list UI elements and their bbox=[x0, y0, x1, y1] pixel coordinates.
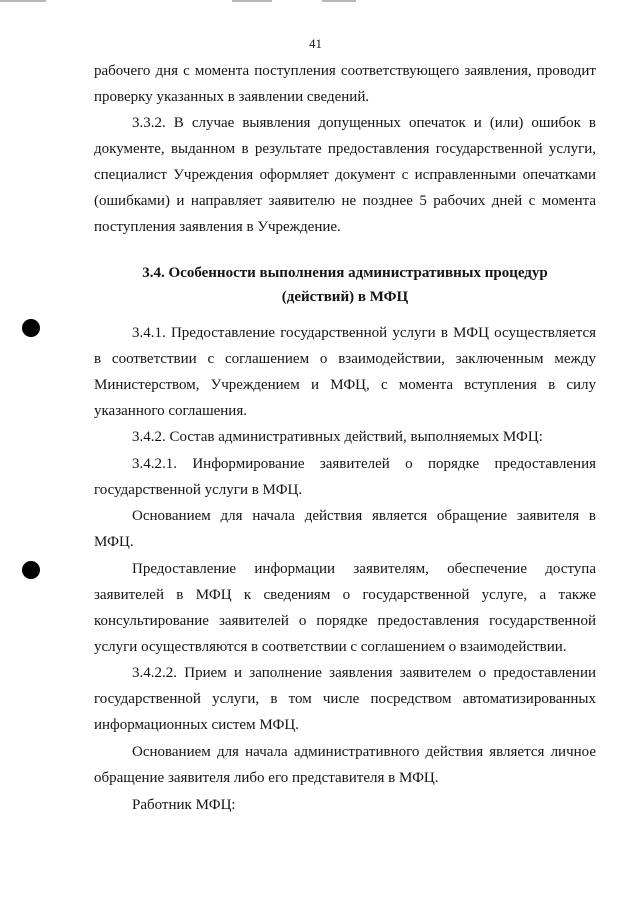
text-line: услуги осуществляются в соответствии с соглашением о взаимодействии. bbox=[94, 639, 567, 655]
text-line: проверку указанных в заявлении сведений. bbox=[94, 89, 370, 105]
text-line: поступления заявления в Учреждение. bbox=[94, 219, 341, 235]
text-line: государственной услуги в МФЦ. bbox=[94, 482, 303, 498]
punch-hole-mark bbox=[22, 319, 40, 337]
text-line: 3.4.2.1. Информирование заявителей о порядке предоставления bbox=[132, 456, 596, 472]
scan-edge-mark bbox=[322, 0, 356, 2]
text-line: Основанием для начала административного действия является личное bbox=[132, 744, 596, 760]
text-line: 3.4.1. Предоставление государственной услуги в МФЦ осуществляется bbox=[132, 325, 596, 341]
text-line: (ошибками) и направляет заявителю не позднее 5 рабочих дней с момента bbox=[94, 193, 596, 209]
text-line: Работник МФЦ: bbox=[132, 797, 236, 813]
text-line: МФЦ. bbox=[94, 534, 134, 550]
text-line: в соответствии с соглашением о взаимодействии, заключенным между bbox=[94, 351, 596, 367]
text-line: 3.3.2. В случае выявления допущенных опечаток и (или) ошибок в bbox=[132, 115, 596, 131]
text-line: документе, выданном в результате предоставления государственной услуги, bbox=[94, 141, 596, 157]
punch-hole-mark bbox=[22, 561, 40, 579]
text-line: рабочего дня с момента поступления соответствующего заявления, проводит bbox=[94, 63, 596, 79]
text-line: информационных систем МФЦ. bbox=[94, 717, 299, 733]
scan-edge-mark bbox=[232, 0, 272, 2]
text-line: Предоставление информации заявителям, обеспечение доступа bbox=[132, 561, 596, 577]
text-line: консультирование заявителей о порядке предоставления государственной bbox=[94, 613, 596, 629]
text-line: 3.4.2.2. Прием и заполнение заявления заявителем о предоставлении bbox=[132, 665, 596, 681]
text-line: Министерством, Учреждением и МФЦ, с момента вступления в силу bbox=[94, 377, 596, 393]
text-line: 3.4.2. Состав административных действий, выполняемых МФЦ: bbox=[132, 429, 543, 445]
text-line: специалист Учреждения оформляет документ с исправленными опечатками bbox=[94, 167, 596, 183]
text-line: заявителей в МФЦ к сведениям о государственной услуге, а также bbox=[94, 587, 596, 603]
text-line: указанного соглашения. bbox=[94, 403, 247, 419]
page-number: 41 bbox=[309, 36, 322, 51]
text-line: государственной услуги, в том числе посредством автоматизированных bbox=[94, 691, 596, 707]
text-line: Основанием для начала действия является обращение заявителя в bbox=[132, 508, 596, 524]
section-heading: 3.4. Особенности выполнения административных процедур bbox=[142, 265, 548, 281]
section-heading: (действий) в МФЦ bbox=[281, 289, 409, 305]
scan-edge-mark bbox=[0, 0, 46, 2]
text-line: обращение заявителя либо его представителя в МФЦ. bbox=[94, 770, 439, 786]
